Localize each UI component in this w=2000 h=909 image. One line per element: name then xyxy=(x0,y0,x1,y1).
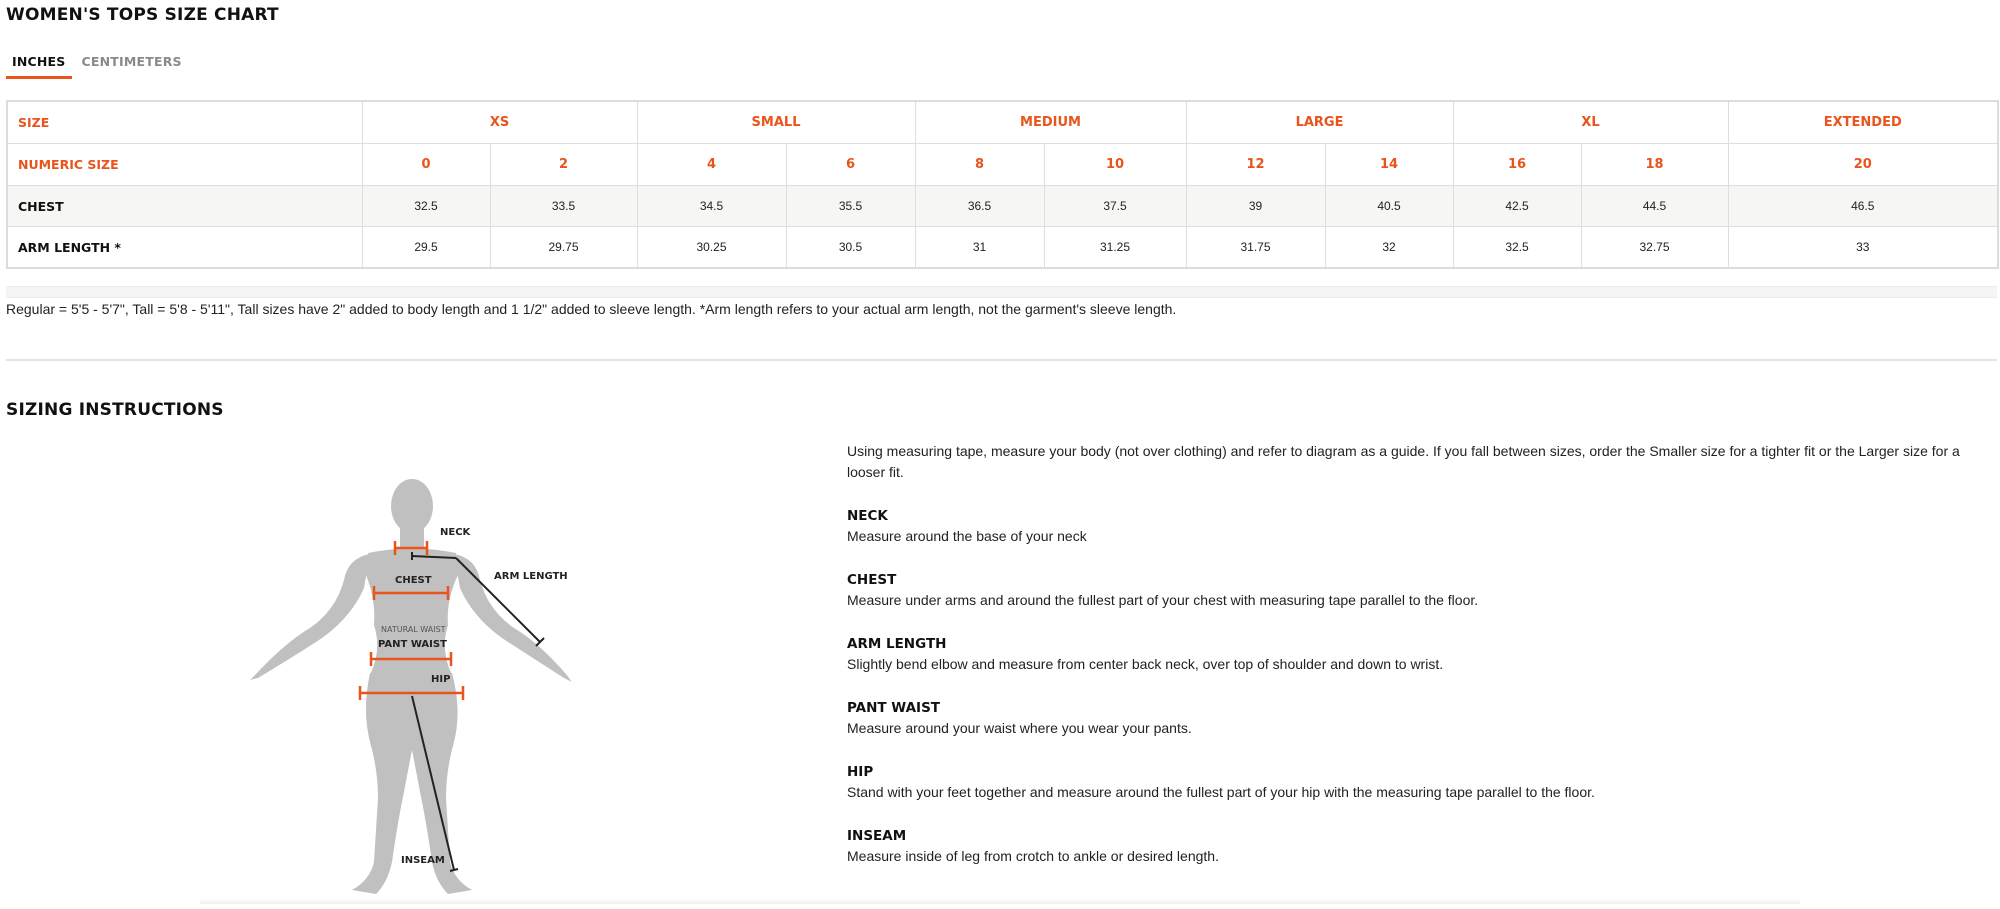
table-scroll-track xyxy=(6,286,1997,298)
instruction-pant-waist xyxy=(847,699,1977,739)
numeric-size-row xyxy=(7,144,1998,186)
instruction-arm-length xyxy=(847,635,1977,675)
body-silhouette xyxy=(240,470,600,904)
size-chart-table xyxy=(6,100,1999,269)
chest-value: 42.5 xyxy=(1453,186,1581,227)
diagram-label-pant-waist: PANT WAIST xyxy=(378,639,447,650)
diagram-label-inseam: INSEAM xyxy=(401,855,445,866)
arm-length-row xyxy=(7,227,1998,269)
instruction-text: Measure around the base of your neck xyxy=(847,528,1087,544)
diagram-label-hip: HIP xyxy=(431,674,451,685)
numeric-size-cell: 14 xyxy=(1325,144,1453,186)
size-small: SMALL xyxy=(637,101,915,144)
section-divider xyxy=(6,359,1997,361)
size-xl: XL xyxy=(1453,101,1728,144)
sizing-intro: Using measuring tape, measure your body (not over clothing) and refer to diagram as a guide. If you fall between sizes, order the Smaller size for a tighter fit or the Larger size for a looser fit. xyxy=(847,443,1960,480)
size-large: LARGE xyxy=(1186,101,1453,144)
page-title: WOMEN'S TOPS SIZE CHART xyxy=(6,5,279,25)
numeric-size-cell: 6 xyxy=(786,144,915,186)
measurement-diagram xyxy=(240,470,600,904)
arm-length-value: 32 xyxy=(1325,227,1453,269)
diagram-label-arm-length: ARM LENGTH xyxy=(494,571,568,582)
arm-length-value: 31.25 xyxy=(1044,227,1186,269)
numeric-size-cell: 10 xyxy=(1044,144,1186,186)
sizing-instructions-title: SIZING INSTRUCTIONS xyxy=(6,400,224,420)
instruction-title: ARM LENGTH xyxy=(847,636,947,652)
instruction-text: Measure under arms and around the fullest part of your chest with measuring tape parallel to the floor. xyxy=(847,592,1479,608)
instruction-title: HIP xyxy=(847,764,874,780)
chest-value: 39 xyxy=(1186,186,1325,227)
chest-value: 37.5 xyxy=(1044,186,1186,227)
arm-length-value: 30.25 xyxy=(637,227,786,269)
diagram-label-chest: CHEST xyxy=(395,575,432,586)
instruction-inseam xyxy=(847,827,1977,867)
sizing-instructions xyxy=(847,441,1977,891)
numeric-size-cell: 2 xyxy=(490,144,637,186)
instruction-hip xyxy=(847,763,1977,803)
chest-value: 33.5 xyxy=(490,186,637,227)
numeric-size-cell: 8 xyxy=(915,144,1044,186)
arm-length-value: 33 xyxy=(1728,227,1998,269)
arm-length-value: 29.75 xyxy=(490,227,637,269)
arm-length-value: 32.5 xyxy=(1453,227,1581,269)
chest-value: 32.5 xyxy=(362,186,490,227)
diagram-label-neck: NECK xyxy=(440,527,471,538)
arm-length-value: 31 xyxy=(915,227,1044,269)
chest-value: 44.5 xyxy=(1581,186,1728,227)
chest-value: 40.5 xyxy=(1325,186,1453,227)
unit-tabs xyxy=(6,52,188,79)
size-note: Regular = 5'5 - 5'7", Tall = 5'8 - 5'11", Tall sizes have 2" added to body length and 1 1/2" added to sleeve length. *Arm length refers to your actual arm length, not the garment's sleeve length. xyxy=(6,301,1177,317)
diagram-label-natural-waist: NATURAL WAIST xyxy=(381,625,446,634)
numeric-size-cell: 16 xyxy=(1453,144,1581,186)
numeric-size-cell: 18 xyxy=(1581,144,1728,186)
numeric-size-cell: 20 xyxy=(1728,144,1998,186)
size-extended: EXTENDED xyxy=(1728,101,1998,144)
tab-centimeters[interactable]: CENTIMETERS xyxy=(81,54,182,69)
tab-inches[interactable]: INCHES xyxy=(6,52,72,79)
instruction-title: INSEAM xyxy=(847,828,907,844)
instruction-text: Stand with your feet together and measure around the fullest part of your hip with the measuring tape parallel to the floor. xyxy=(847,784,1595,800)
arm-length-value: 32.75 xyxy=(1581,227,1728,269)
arm-length-label: ARM LENGTH * xyxy=(7,227,362,269)
size-header-row xyxy=(7,101,1998,144)
numeric-size-label: NUMERIC SIZE xyxy=(7,144,362,186)
size-label: SIZE xyxy=(7,101,362,144)
chest-value: 34.5 xyxy=(637,186,786,227)
instruction-title: CHEST xyxy=(847,572,897,588)
arm-length-value: 31.75 xyxy=(1186,227,1325,269)
chest-row xyxy=(7,186,1998,227)
bottom-fade xyxy=(200,898,1800,904)
instruction-title: PANT WAIST xyxy=(847,700,940,716)
instruction-text: Slightly bend elbow and measure from center back neck, over top of shoulder and down to wrist. xyxy=(847,656,1444,672)
instruction-text: Measure around your waist where you wear your pants. xyxy=(847,720,1192,736)
numeric-size-cell: 4 xyxy=(637,144,786,186)
size-xs: XS xyxy=(362,101,637,144)
chest-value: 35.5 xyxy=(786,186,915,227)
instruction-text: Measure inside of leg from crotch to ankle or desired length. xyxy=(847,848,1219,864)
numeric-size-cell: 12 xyxy=(1186,144,1325,186)
instruction-title: NECK xyxy=(847,508,888,524)
instruction-neck xyxy=(847,507,1977,547)
numeric-size-cell: 0 xyxy=(362,144,490,186)
instruction-chest xyxy=(847,571,1977,611)
size-medium: MEDIUM xyxy=(915,101,1186,144)
chest-value: 46.5 xyxy=(1728,186,1998,227)
chest-label: CHEST xyxy=(7,186,362,227)
chest-value: 36.5 xyxy=(915,186,1044,227)
arm-length-value: 29.5 xyxy=(362,227,490,269)
arm-length-value: 30.5 xyxy=(786,227,915,269)
